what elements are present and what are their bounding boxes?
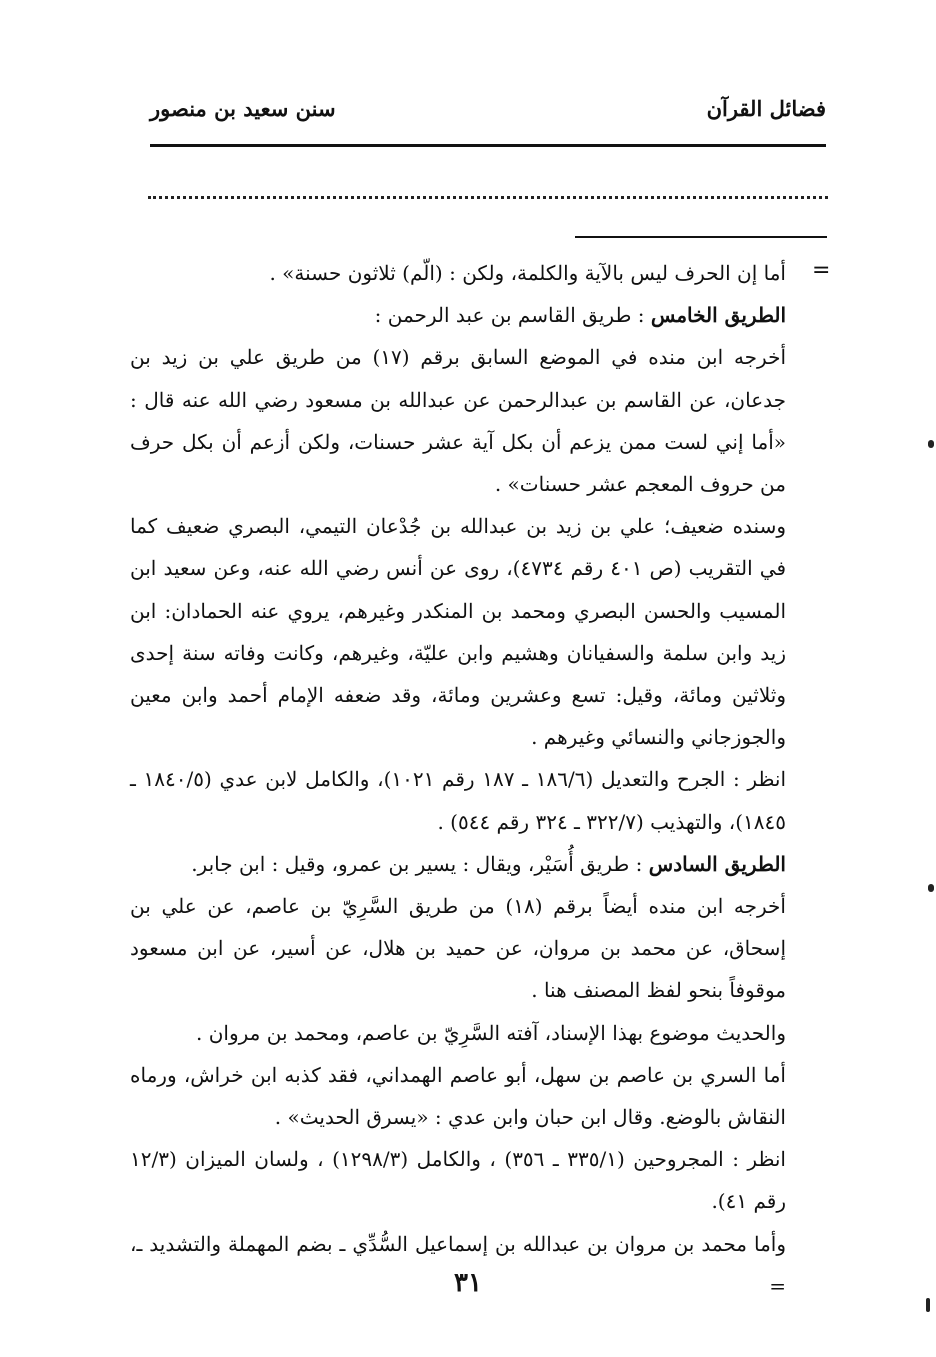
footnote-paragraph	[130, 505, 786, 758]
paragraph-text: أخرجه ابن منده أيضاً برقم (١٨) من طريق السَّرِيّ بن عاصم، عن علي بن إسحاق، عن محمد بن مروان، عن حميد بن هلال، عن أسير، عن ابن مسعود موقوفاً بنحو لفظ المصنف هنا .	[130, 894, 786, 1003]
running-header	[150, 96, 826, 132]
footnote-separator-rule	[575, 236, 827, 238]
paragraph-text: أخرجه ابن منده في الموضع السابق برقم (١٧) من طريق علي بن زيد بن جدعان، عن القاسم بن عبدالرحمن عن عبدالله بن مسعود رضي الله عنه قال : «أما إني لست ممن يزعم أن بكل آية عشر حسنات، ولكن أزعم أن بكل حرف من حروف المعجم عشر حسنات» .	[130, 345, 786, 497]
paragraph-text: وأما محمد بن مروان بن عبدالله بن إسماعيل السُّدِّي ـ بضم المهملة والتشديد ـ، =	[130, 1231, 786, 1298]
header-book-section: فضائل القرآن	[706, 96, 826, 121]
header-book-title: سنن سعيد بن منصور	[150, 96, 336, 121]
paragraph-text: أما إن الحرف ليس بالآية والكلمة، ولكن : (الّم) ثلاثون حسنة» .	[269, 261, 786, 285]
header-rule	[150, 144, 826, 147]
footnote-body	[130, 252, 786, 1307]
section-heading: الطريق الخامس	[650, 303, 786, 328]
paragraph-text: انظر : الجرح والتعديل (١٨٦/٦ ـ ١٨٧ رقم ١٠٢١)، والكامل لابن عدي (١٨٤٠/٥ ـ ١٨٤٥)، والتهذيب (٣٢٢/٧ ـ ٣٢٤ رقم ٥٤٤) .	[130, 767, 787, 834]
footnote-paragraph	[130, 1012, 786, 1054]
paragraph-text: والحديث موضوع بهذا الإسناد، آفته السَّرِيّ بن عاصم، ومحمد بن مروان .	[196, 1020, 786, 1045]
paragraph-text: انظر : المجروحين (٣٣٥/١ ـ ٣٥٦) ، والكامل (١٢٩٨/٣) ، ولسان الميزان (١٢/٣ رقم ٤١).	[130, 1147, 786, 1214]
scan-edge-mark	[928, 884, 934, 892]
scan-edge-mark	[926, 1298, 930, 1312]
footnote-paragraph	[130, 294, 786, 336]
page-number: ٣١	[454, 1268, 482, 1298]
paragraph-text: : طريق القاسم بن عبد الرحمن :	[374, 303, 651, 328]
footnote-paragraph	[130, 885, 786, 1012]
footnote-paragraph	[130, 843, 786, 885]
paragraph-text: وسنده ضعيف؛ علي بن زيد بن عبدالله بن جُدْعان التيمي، البصري ضعيف كما في التقريب (ص ٤٠١ رقم ٤٧٣٤)، روى عن أنس رضي الله عنه، وعن سعيد ابن المسيب والحسن البصري ومحمد بن المنكدر وغيرهم، يروي عنه الحمادان: ابن زيد وابن سلمة والسفيانان وهشيم وابن عليّة، وغيرهم، وكانت وفاته سنة إحدى وثلاثين ومائة، وقيل: تسع وعشرين ومائة، وقد ضعفه الإمام أحمد وابن معين والجوزجاني والنسائي وغيرهم .	[130, 514, 787, 750]
footnote-paragraph	[130, 1054, 786, 1138]
footnote-paragraph	[130, 1138, 786, 1222]
section-heading: الطريق السادس	[648, 851, 786, 876]
omitted-text-dotted-line	[148, 196, 828, 199]
scan-edge-mark	[928, 440, 934, 448]
footnote-paragraph	[130, 758, 786, 842]
paragraph-text: أما السري بن عاصم بن سهل، أبو عاصم الهمداني، فقد كذبه ابن خراش، ورماه النقاش بالوضع. وقال ابن حبان وابن عدي : «يسرق الحديث» .	[130, 1062, 786, 1130]
paragraph-text: : طريق أُسَيْر، ويقال : يسير بن عمرو، وقيل : ابن جابر.	[191, 851, 649, 876]
continued-footnote-marker: =	[812, 258, 831, 283]
footnote-paragraph	[130, 336, 786, 505]
footnote-paragraph	[130, 252, 786, 294]
